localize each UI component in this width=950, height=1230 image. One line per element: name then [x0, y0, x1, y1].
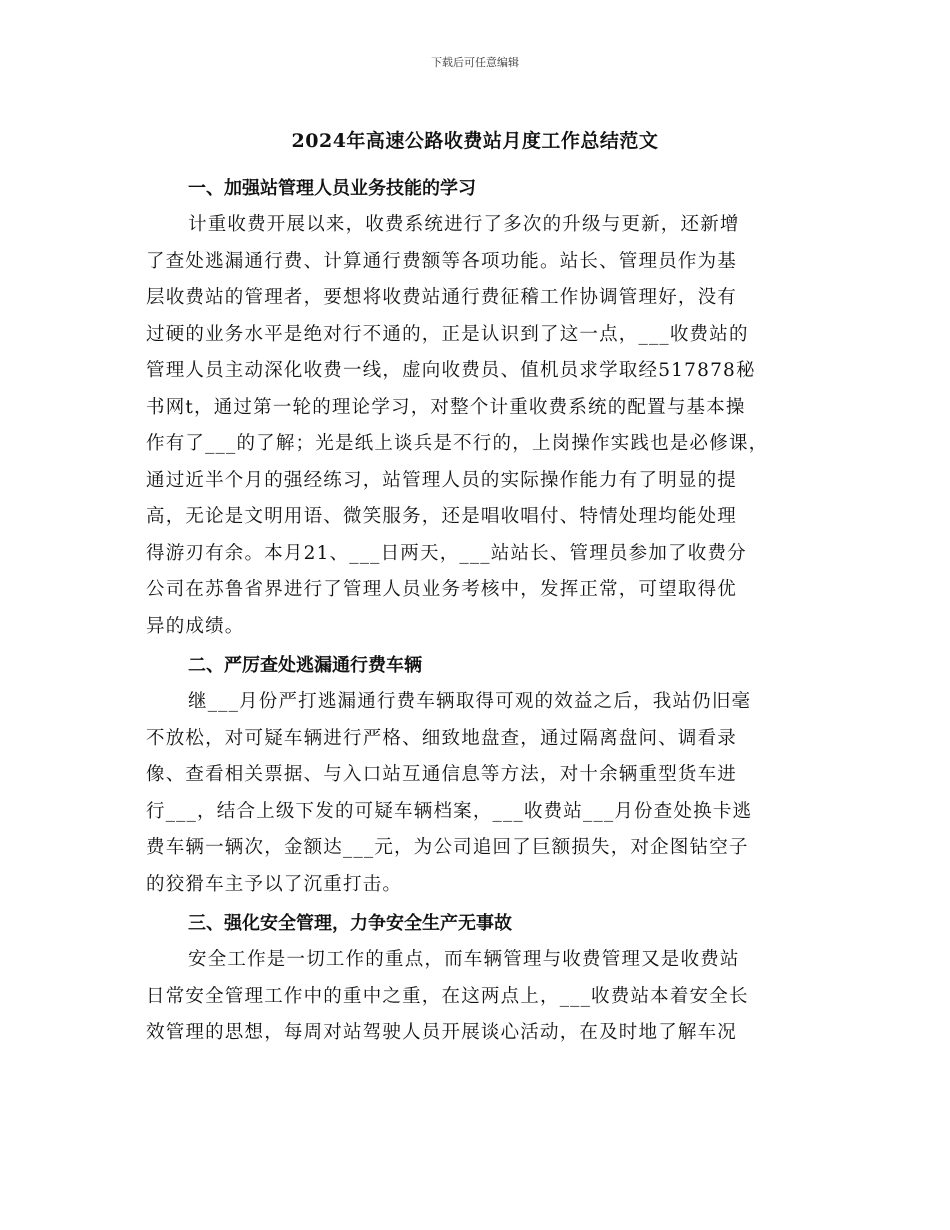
paragraph-line: 计重收费开展以来，收费系统进行了多次的升级与更新，还新增: [188, 214, 740, 235]
paragraph-line: 安全工作是一切工作的重点，而车辆管理与收费管理又是收费站: [188, 949, 740, 970]
header-note: 下载后可任意编辑: [431, 56, 519, 69]
section-heading-2: 二、严厉查处逃漏通行费车辆: [188, 655, 422, 676]
paragraph-line: 异的成绩。: [146, 615, 245, 637]
document-title: 2024年高速公路收费站月度工作总结范文: [291, 130, 659, 152]
paragraph-line: 的狡猾车主予以了沉重打击。: [146, 873, 403, 895]
paragraph-line: 了查处逃漏通行费、计算通行费额等各项功能。站长、管理员作为基: [146, 250, 738, 272]
paragraph-line: 书网t，通过第一轮的理论学习，对整个计重收费系统的配置与基本操: [146, 396, 746, 418]
paragraph-line: 日常安全管理工作中的重中之重，在这两点上，___收费站本着安全长: [146, 985, 749, 1007]
section-heading-3: 三、强化安全管理，力争安全生产无事故: [188, 913, 512, 934]
paragraph-line: 费车辆一辆次，金额达___元，为公司追回了巨额损失，对企图钻空子: [146, 837, 749, 858]
document-body: [146, 171, 811, 1052]
paragraph-line: 通过近半个月的强经练习，站管理人员的实际操作能力有了明显的提: [146, 469, 738, 491]
paragraph-line: 管理人员主动深化收费一线，虚向收费员、值机员求学取经517878秘: [146, 360, 756, 381]
paragraph-line: 过硬的业务水平是绝对行不通的，正是认识到了这一点，___收费站的: [146, 323, 749, 345]
paragraph-line: 作有了___的了解；光是纸上谈兵是不行的，上岗操作实践也是必修课，: [146, 433, 769, 454]
paragraph-line: 公司在苏鲁省界进行了管理人员业务考核中，发挥正常，可望取得优: [146, 579, 738, 600]
paragraph-line: 像、查看相关票据、与入口站互通信息等方法，对十余辆重型货车进: [146, 764, 738, 785]
paragraph-line: 层收费站的管理者，要想将收费站通行费征稽工作协调管理好，没有: [146, 287, 738, 308]
paragraph-line: 继___月份严打逃漏通行费车辆取得可观的效益之后，我站仍旧毫: [188, 691, 752, 712]
paragraph-line: 不放松，对可疑车辆进行严格、细致地盘查，通过隔离盘问、调看录: [146, 727, 738, 749]
section-heading-1: 一、加强站管理人员业务技能的学习: [188, 178, 476, 199]
paragraph-line: 效管理的思想，每周对站驾驶人员开展谈心活动，在及时地了解车况: [146, 1022, 738, 1043]
paragraph-line: 得游刃有余。本月21、___日两天，___站站长、管理员参加了收费分: [146, 542, 747, 564]
paragraph-line: 高，无论是文明用语、微笑服务，还是唱收唱付、特情处理均能处理: [146, 506, 738, 527]
paragraph-line: 行___，结合上级下发的可疑车辆档案，___收费站___月份查处换卡逃: [146, 800, 753, 822]
